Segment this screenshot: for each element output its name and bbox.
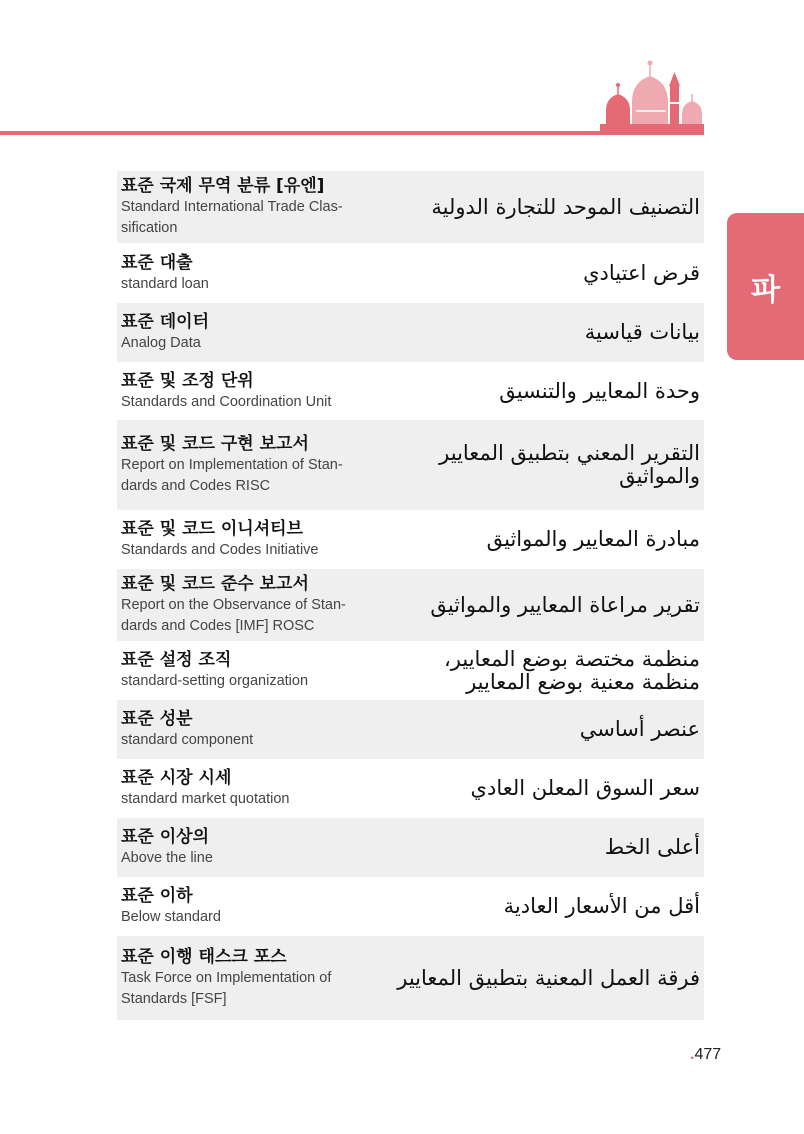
glossary-row: [117, 420, 704, 510]
term-block: [121, 946, 381, 1010]
glossary-row: [117, 759, 704, 818]
english-term: Standards and Codes Initiative: [121, 542, 319, 558]
arabic-term-line: والمواثيق: [619, 464, 700, 488]
arabic-term-line: وحدة المعايير والتنسيق: [499, 378, 700, 403]
section-tab-label: 파: [751, 272, 780, 308]
arabic-term-line: مبادرة المعايير والمواثيق: [486, 527, 700, 551]
glossary-row: [117, 171, 704, 243]
term-block: [121, 767, 381, 810]
korean-term: 표준 이행 태스크 포스: [121, 947, 287, 967]
glossary-row: [117, 243, 704, 303]
term-block: [121, 826, 381, 869]
glossary-row: [117, 303, 704, 362]
english-term: dards and Codes [IMF] ROSC: [121, 618, 315, 634]
arabic-term: [390, 321, 700, 344]
glossary-row: [117, 510, 704, 569]
korean-term: 표준 및 코드 준수 보고서: [121, 574, 309, 594]
arabic-term: [390, 718, 700, 741]
glossary-row: [117, 877, 704, 936]
arabic-term: [390, 380, 700, 403]
english-term: standard market quotation: [121, 791, 290, 807]
arabic-term: [390, 895, 700, 918]
english-term: standard component: [121, 732, 254, 748]
arabic-term-line: سعر السوق المعلن العادي: [470, 776, 700, 800]
term-block: [121, 370, 381, 413]
korean-term: 표준 및 조정 단위: [121, 370, 254, 391]
english-term: Analog Data: [121, 335, 201, 351]
arabic-term-line: التصنيف الموحد للتجارة الدولية: [431, 194, 700, 219]
arabic-term-line: أعلى الخط: [604, 835, 700, 859]
arabic-term-line: التقرير المعني بتطبيق المعايير: [439, 441, 700, 465]
page-number: .477: [690, 1046, 722, 1063]
arabic-term: [390, 262, 700, 285]
arabic-term-line: أقل من الأسعار العادية: [503, 894, 700, 918]
english-term: dards and Codes RISC: [121, 478, 271, 494]
korean-term: 표준 설정 조직: [121, 650, 232, 670]
korean-term: 표준 데이터: [121, 312, 210, 332]
arabic-term-line: عنصر أساسي: [579, 717, 700, 741]
arabic-term-line: قرض اعتيادي: [583, 260, 700, 285]
glossary-row: [117, 700, 704, 759]
page-number-value: 477: [694, 1046, 722, 1063]
korean-term: 표준 국제 무역 분류 [유엔]: [121, 176, 325, 196]
english-term: Standards and Coordination Unit: [121, 393, 332, 410]
arabic-term-line: منظمة معنية بوضع المعايير: [466, 669, 700, 694]
korean-term: 표준 이상의: [121, 827, 210, 847]
english-term: Below standard: [121, 909, 221, 925]
glossary-row: [117, 641, 704, 700]
glossary-entries: [117, 171, 704, 1020]
glossary-row: [117, 818, 704, 877]
arabic-term-line: فرقة العمل المعنية بتطبيق المعايير: [397, 965, 700, 990]
english-term: Standard International Trade Clas-: [121, 199, 343, 215]
korean-term: 표준 시장 시세: [121, 768, 232, 788]
english-term: sification: [121, 220, 178, 236]
glossary-row: [117, 569, 704, 641]
english-term: Report on Implementation of Stan-: [121, 457, 343, 473]
term-block: [121, 649, 381, 692]
korean-term: 표준 대출: [121, 252, 193, 273]
english-term: standard-setting organization: [121, 673, 309, 689]
arabic-term-line: بيانات قياسية: [584, 320, 700, 344]
arabic-term-line: تقرير مراعاة المعايير والمواثيق: [430, 592, 700, 617]
english-term: Standards [FSF]: [121, 991, 227, 1007]
term-block: [121, 573, 381, 637]
arabic-term: [390, 836, 700, 859]
english-term: standard loan: [121, 275, 209, 292]
term-block: [121, 708, 381, 751]
korean-term: 표준 및 코드 구현 보고서: [121, 434, 309, 454]
korean-term: 표준 및 코드 이니셔티브: [121, 519, 303, 539]
arabic-term: [390, 594, 700, 617]
glossary-row: [117, 362, 704, 420]
arabic-term: [390, 777, 700, 800]
arabic-term: [390, 648, 700, 694]
english-term: Above the line: [121, 850, 213, 866]
term-block: [121, 252, 381, 295]
header-rule: [0, 131, 704, 135]
term-block: [121, 518, 381, 561]
english-term: Task Force on Implementation of: [121, 970, 332, 986]
term-block: [121, 311, 381, 354]
term-block: [121, 175, 381, 239]
term-block: [121, 885, 381, 928]
term-block: [121, 433, 381, 497]
arabic-term: [390, 528, 700, 551]
arabic-term: [390, 967, 700, 990]
mosque-icon: [600, 58, 704, 134]
arabic-term: [390, 442, 700, 488]
korean-term: 표준 성분: [121, 709, 193, 729]
korean-term: 표준 이하: [121, 886, 193, 906]
arabic-term-line: منظمة مختصة بوضع المعايير،: [444, 646, 700, 671]
glossary-row: [117, 936, 704, 1020]
arabic-term: [390, 196, 700, 219]
section-tab[interactable]: [727, 213, 804, 360]
english-term: Report on the Observance of Stan-: [121, 597, 346, 613]
